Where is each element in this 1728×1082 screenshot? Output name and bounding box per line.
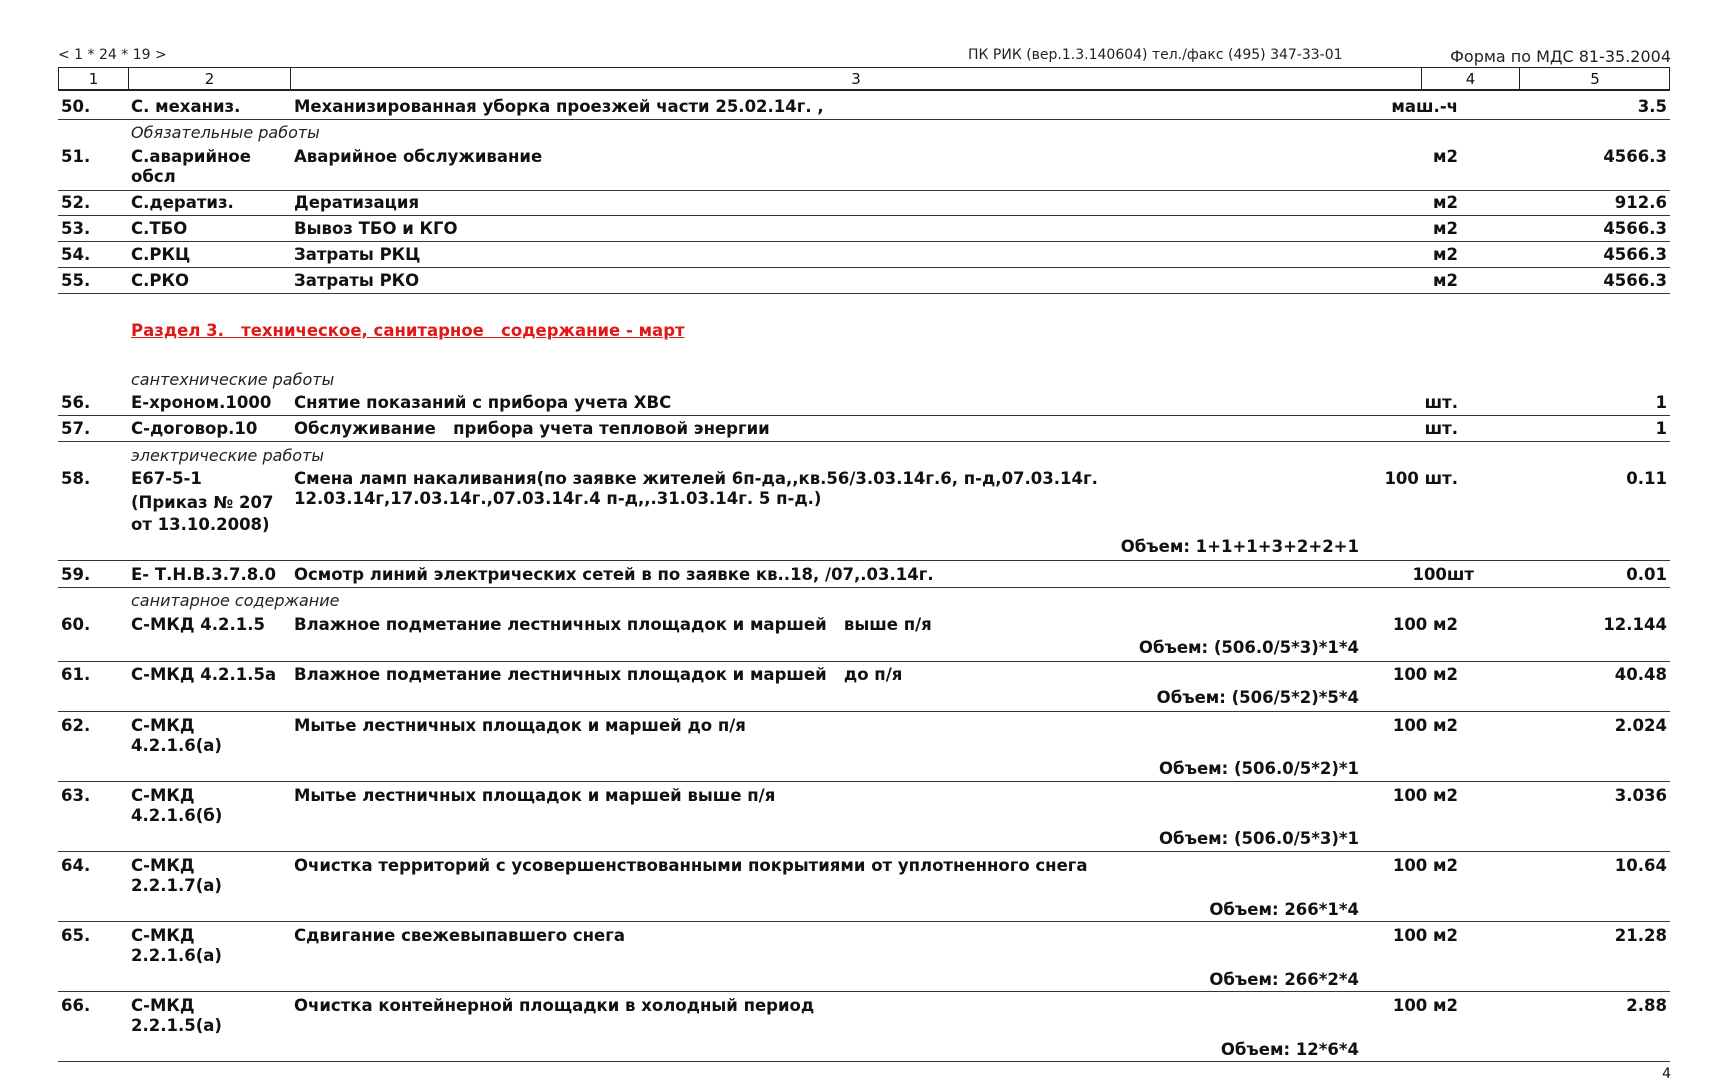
row-description: Очистка контейнерной площадки в холодный период	[294, 996, 815, 1015]
row-divider	[58, 560, 1670, 561]
row-number: 59.	[61, 565, 91, 584]
row-quantity: 2.024	[1614, 716, 1667, 735]
row-quantity: 0.11	[1626, 469, 1667, 488]
row-description: Смена ламп накаливания(по заявке жителей 6п-да,,кв.56/3.03.14г.6, п-д,07.03.14г.	[294, 469, 1098, 488]
column-1-header: 1	[88, 70, 99, 88]
row-quantity: 21.28	[1614, 926, 1667, 945]
page-counter: < 1 * 24 * 19 >	[58, 47, 167, 63]
row-description: Мытье лестничных площадок и маршей до п/я	[294, 716, 746, 735]
row-unit: м2	[1433, 193, 1458, 212]
row-number: 56.	[61, 393, 91, 412]
row-quantity: 2.88	[1626, 996, 1667, 1015]
row-code: С. механиз.	[131, 97, 241, 116]
row-unit: 100 шт.	[1384, 469, 1458, 488]
row-unit: шт.	[1424, 419, 1458, 438]
row-code-cont: 4.2.1.6(б)	[131, 806, 223, 825]
row-code: Е- Т.Н.В.3.7.8.0	[131, 565, 277, 584]
row-code: С-МКД	[131, 926, 195, 945]
row-number: 51.	[61, 147, 91, 166]
row-code: С-МКД 4.2.1.5а	[131, 665, 277, 684]
row-unit: м2	[1433, 271, 1458, 290]
form-reference: Форма по МДС 81-35.2004	[1450, 47, 1671, 66]
row-number: 61.	[61, 665, 91, 684]
group-label: санитарное содержание	[131, 591, 340, 610]
row-unit: м2	[1433, 245, 1458, 264]
row-code-cont: 2.2.1.6(а)	[131, 946, 222, 965]
group-label: Обязательные работы	[131, 123, 320, 142]
row-unit: 100 м2	[1392, 786, 1458, 805]
page-number: 4	[1662, 1066, 1671, 1082]
row-unit: м2	[1433, 147, 1458, 166]
row-divider	[58, 1061, 1670, 1062]
row-description: Обслуживание прибора учета тепловой энергии	[294, 419, 770, 438]
row-volume: Объем: 12*6*4	[1220, 1040, 1359, 1059]
row-description: Влажное подметание лестничных площадок и маршей выше п/я	[294, 615, 932, 634]
row-code-cont: 2.2.1.5(а)	[131, 1016, 222, 1035]
row-code: Е-хроном.1000	[131, 393, 272, 412]
row-divider	[58, 415, 1670, 416]
row-quantity: 40.48	[1614, 665, 1667, 684]
row-divider	[58, 587, 1670, 588]
row-number: 54.	[61, 245, 91, 264]
row-divider	[58, 190, 1670, 191]
row-divider	[58, 711, 1670, 712]
group-label: электрические работы	[131, 446, 325, 465]
row-quantity: 4566.3	[1603, 147, 1667, 166]
row-code: С-МКД 4.2.1.5	[131, 615, 266, 634]
row-description: Затраты РКЦ	[294, 245, 421, 264]
row-divider	[58, 851, 1670, 852]
row-number: 65.	[61, 926, 91, 945]
row-quantity: 1	[1655, 393, 1667, 412]
row-unit: м2	[1433, 219, 1458, 238]
row-description: Мытье лестничных площадок и маршей выше п/я	[294, 786, 776, 805]
row-description: Аварийное обслуживание	[294, 147, 543, 166]
column-2-header: 2	[204, 70, 215, 88]
row-code: С.ТБО	[131, 219, 188, 238]
row-description: Влажное подметание лестничных площадок и маршей до п/я	[294, 665, 903, 684]
row-number: 58.	[61, 469, 91, 488]
row-divider	[58, 781, 1670, 782]
row-code: С-МКД	[131, 856, 195, 875]
row-number: 53.	[61, 219, 91, 238]
row-unit: 100 м2	[1392, 615, 1458, 634]
row-quantity: 4566.3	[1603, 219, 1667, 238]
row-volume: Объем: (506.0/5*3)*1*4	[1138, 638, 1359, 657]
row-divider	[58, 119, 1670, 120]
row-quantity: 0.01	[1626, 565, 1667, 584]
row-unit: 100шт	[1412, 565, 1474, 584]
row-unit: 100 м2	[1392, 926, 1458, 945]
row-code-cont: 4.2.1.6(а)	[131, 736, 222, 755]
row-description-cont: 12.03.14г,17.03.14г.,07.03.14г.4 п-д,,.31.03.14г. 5 п-д.)	[294, 489, 822, 508]
row-code-cont: обсл	[131, 167, 176, 186]
row-quantity: 3.5	[1637, 97, 1667, 116]
row-description: Осмотр линий электрических сетей в по заявке кв..18, /07,.03.14г.	[294, 565, 934, 584]
row-code: С.дератиз.	[131, 193, 234, 212]
row-unit: 100 м2	[1392, 716, 1458, 735]
row-divider	[58, 441, 1670, 442]
row-number: 63.	[61, 786, 91, 805]
row-code: С-МКД	[131, 996, 195, 1015]
row-unit: 100 м2	[1392, 665, 1458, 684]
row-number: 52.	[61, 193, 91, 212]
row-code: Е67-5-1	[131, 469, 202, 488]
row-volume: Объем: (506/5*2)*5*4	[1156, 688, 1359, 707]
row-volume: Объем: 1+1+1+3+2+2+1	[1120, 537, 1359, 556]
row-volume: Объем: 266*2*4	[1209, 970, 1359, 989]
row-divider	[58, 661, 1670, 662]
row-divider	[58, 241, 1670, 242]
row-unit: 100 м2	[1392, 996, 1458, 1015]
row-divider	[58, 267, 1670, 268]
row-code: С.РКЦ	[131, 245, 191, 264]
row-code: С-МКД	[131, 786, 195, 805]
row-quantity: 3.036	[1614, 786, 1667, 805]
row-number: 57.	[61, 419, 91, 438]
row-number: 50.	[61, 97, 91, 116]
row-quantity: 1	[1655, 419, 1667, 438]
row-code: С-МКД	[131, 716, 195, 735]
row-description: Дератизация	[294, 193, 420, 212]
row-description: Затраты РКО	[294, 271, 420, 290]
row-divider	[58, 921, 1670, 922]
row-unit: 100 м2	[1392, 856, 1458, 875]
row-divider	[58, 991, 1670, 992]
row-description: Механизированная уборка проезжей части 25.02.14г. ,	[294, 97, 824, 116]
row-description: Сдвигание свежевыпавшего снега	[294, 926, 625, 945]
row-description: Снятие показаний с прибора учета ХВС	[294, 393, 672, 412]
row-volume: Объем: 266*1*4	[1209, 900, 1359, 919]
row-divider	[58, 215, 1670, 216]
row-number: 62.	[61, 716, 91, 735]
row-description: Очистка территорий с усовершенствованными покрытиями от уплотненного снега	[294, 856, 1088, 875]
row-quantity: 912.6	[1614, 193, 1667, 212]
row-divider	[58, 293, 1670, 294]
row-number: 60.	[61, 615, 91, 634]
row-code-cont: (Приказ № 207	[131, 493, 274, 512]
software-info: ПК РИК (вер.1.3.140604) тел./факс (495) 347-33-01	[968, 47, 1343, 63]
row-quantity: 4566.3	[1603, 271, 1667, 290]
column-5-header: 5	[1590, 70, 1600, 88]
row-quantity: 10.64	[1614, 856, 1667, 875]
row-volume: Объем: (506.0/5*3)*1	[1159, 829, 1359, 848]
row-unit: маш.-ч	[1391, 97, 1458, 116]
row-code: С.РКО	[131, 271, 189, 290]
row-volume: Объем: (506.0/5*2)*1	[1159, 759, 1359, 778]
row-code: С-договор.10	[131, 419, 258, 438]
row-code-cont: 2.2.1.7(а)	[131, 876, 222, 895]
row-number: 55.	[61, 271, 91, 290]
row-code: С.аварийное	[131, 147, 251, 166]
section-title: Раздел 3. техническое, санитарное содержание - март	[131, 321, 685, 340]
column-header-row	[58, 67, 1670, 91]
group-label: сантехнические работы	[131, 370, 335, 389]
row-quantity: 4566.3	[1603, 245, 1667, 264]
row-number: 64.	[61, 856, 91, 875]
row-code-cont: от 13.10.2008)	[131, 515, 270, 534]
column-3-header: 3	[851, 70, 861, 88]
column-4-header: 4	[1465, 70, 1476, 88]
row-number: 66.	[61, 996, 91, 1015]
row-unit: шт.	[1424, 393, 1458, 412]
row-quantity: 12.144	[1603, 615, 1667, 634]
row-description: Вывоз ТБО и КГО	[294, 219, 458, 238]
